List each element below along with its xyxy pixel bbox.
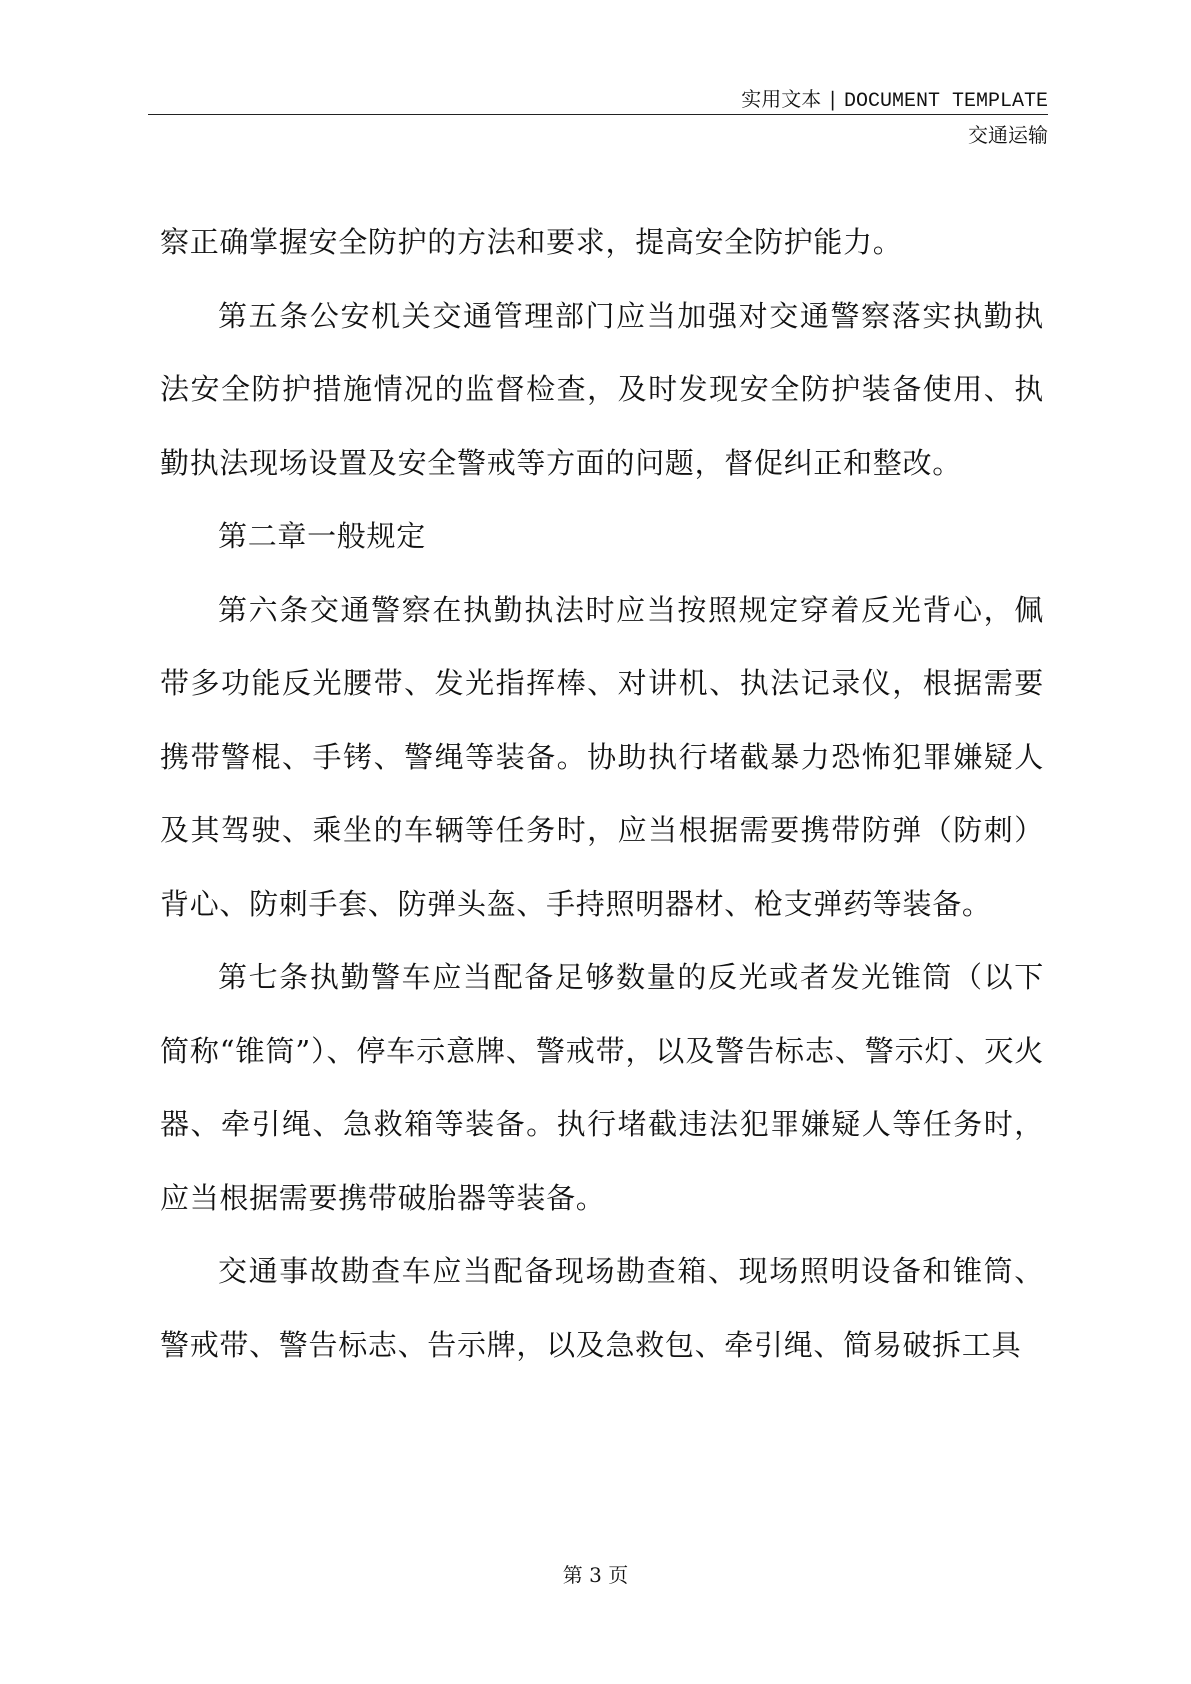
- page-number: 第 3 页: [562, 1563, 629, 1587]
- document-body: [160, 206, 1044, 1382]
- paragraph-accident-vehicle: 交通事故勘查车应当配备现场勘查箱、现场照明设备和锥筒、警戒带、警告标志、告示牌，以及急救包、牵引绳、简易破拆工具: [160, 1254, 1044, 1362]
- header-category: 交通运输: [968, 123, 1048, 147]
- paragraph-article-6: 第六条交通警察在执勤执法时应当按照规定穿着反光背心，佩带多功能反光腰带、发光指挥棒、对讲机、执法记录仪，根据需要携带警棍、手铐、警绳等装备。协助执行堵截暴力恐怖犯罪嫌疑人及其驾驶、乘坐的车辆等任务时，应当根据需要携带防弹（防刺）背心、防刺手套、防弹头盔、手持照明器材、枪支弹药等装备。: [160, 592, 1044, 921]
- header-brand: 实用文本: [741, 87, 822, 111]
- page-header: [148, 82, 1048, 152]
- paragraph-article-5: 第五条公安机关交通管理部门应当加强对交通警察落实执勤执法安全防护措施情况的监督检查，及时发现安全防护装备使用、执勤执法现场设置及安全警戒等方面的问题，督促纠正和整改。: [160, 298, 1044, 480]
- paragraph-article-7: 第七条执勤警车应当配备足够数量的反光或者发光锥筒（以下简称“锥筒”）、停车示意牌、警戒带，以及警告标志、警示灯、灭火器、牵引绳、急救箱等装备。执行堵截违法犯罪嫌疑人等任务时，应当根据需要携带破胎器等装备。: [160, 960, 1044, 1215]
- header-label: DOCUMENT TEMPLATE: [843, 90, 1048, 113]
- header-rule: [148, 114, 1048, 115]
- chapter-heading: 第二章一般规定: [218, 519, 426, 553]
- paragraph-continuation: 察正确掌握安全防护的方法和要求，提高安全防护能力。: [160, 225, 903, 259]
- header-separator: |: [829, 87, 836, 111]
